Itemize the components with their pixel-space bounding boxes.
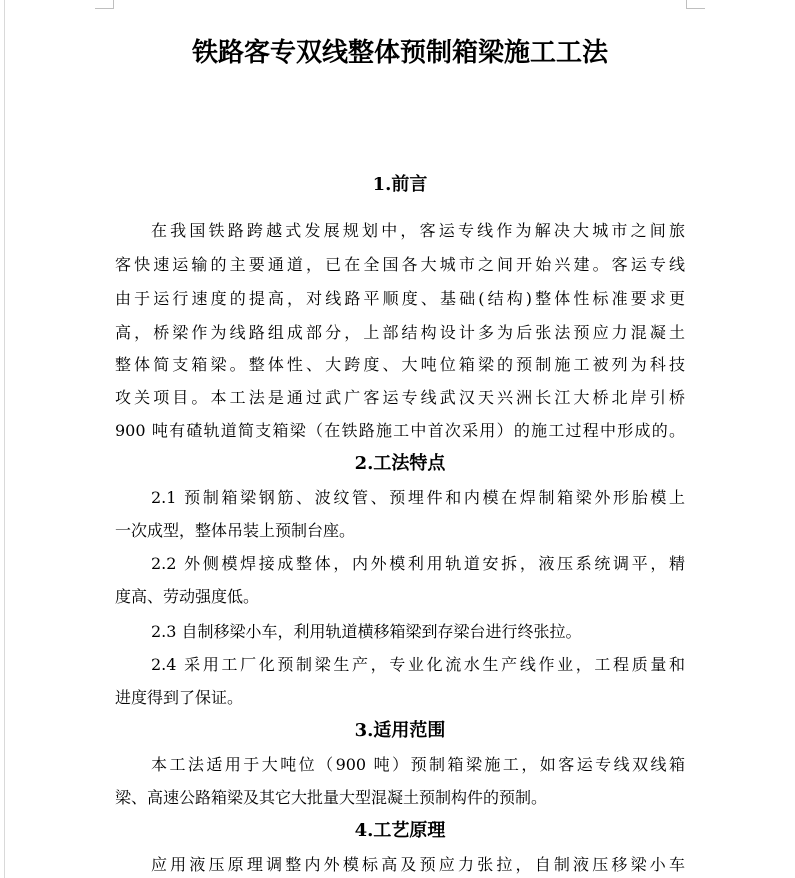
page-left-edge (4, 0, 5, 878)
section-heading-principle: 4.工艺原理 (354, 820, 446, 841)
paragraph-line: 2.1 预制箱梁钢筋、波纹管、预埋件和内模在焊制箱梁外形胎模上 (151, 488, 685, 507)
paragraph-line: 在我国铁路跨越式发展规划中，客运专线作为解决大城市之间旅 (151, 221, 685, 240)
paragraph-line: 度高、劳动强度低。 (115, 587, 260, 606)
paragraph-line: 攻关项目。本工法是通过武广客运专线武汉天兴洲长江大桥北岸引桥 (115, 388, 685, 407)
paragraph-line: 客快速运输的主要通道，已在全国各大城市之间开始兴建。客运专线 (115, 255, 685, 274)
section-heading-features: 2.工法特点 (354, 453, 446, 474)
paragraph-line: 2.3 自制移梁小车，利用轨道横移箱梁到存梁台进行终张拉。 (151, 622, 582, 641)
paragraph-line: 由于运行速度的提高，对线路平顺度、基础(结构)整体性标准要求更 (115, 289, 685, 308)
margin-corner-mark-right (686, 0, 705, 9)
document-title: 铁路客专双线整体预制箱梁施工工法 (191, 38, 608, 68)
paragraph-line: 一次成型，整体吊装上预制台座。 (115, 521, 356, 540)
paragraph-line: 本工法适用于大吨位（900 吨）预制箱梁施工，如客运专线双线箱 (151, 755, 685, 774)
margin-corner-mark-left (95, 0, 114, 9)
paragraph-line: 2.2 外侧模焊接成整体，内外模利用轨道安拆，液压系统调平，精 (151, 554, 685, 573)
paragraph-line: 2.4 采用工厂化预制梁生产，专业化流水生产线作业，工程质量和 (151, 655, 685, 674)
section-heading-scope: 3.适用范围 (354, 720, 446, 741)
paragraph-line: 梁、高速公路箱梁及其它大批量大型混凝土预制构件的预制。 (115, 788, 548, 807)
paragraph-line: 应用液压原理调整内外模标高及预应力张拉，自制液压移梁小车 (151, 855, 685, 874)
paragraph-line: 进度得到了保证。 (115, 688, 244, 707)
paragraph-line: 900 吨有碴轨道简支箱梁（在铁路施工中首次采用）的施工过程中形成的。 (115, 421, 685, 440)
section-heading-preface: 1.前言 (372, 174, 428, 195)
paragraph-line: 高，桥梁作为线路组成部分，上部结构设计多为后张法预应力混凝土 (115, 323, 685, 342)
paragraph-line: 整体简支箱梁。整体性、大跨度、大吨位箱梁的预制施工被列为科技 (115, 355, 685, 374)
